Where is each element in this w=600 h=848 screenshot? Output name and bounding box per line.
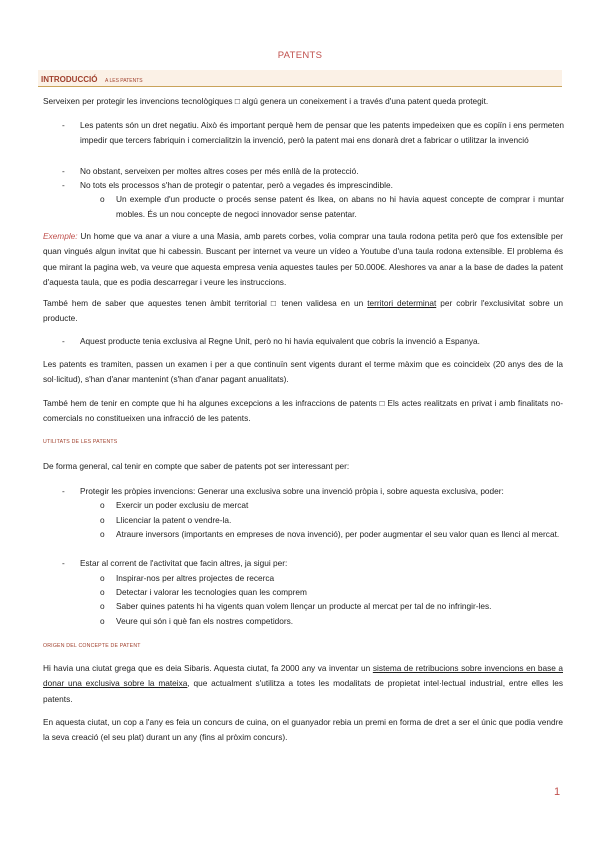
section-heading-introduccio xyxy=(38,70,562,87)
paragraph-general: De forma general, cal tenir en compte que saber de patents pot ser interessant per: xyxy=(43,461,350,471)
section-heading-main: INTRODUCCIÓ xyxy=(41,75,98,84)
example-label: Exemple: xyxy=(43,231,78,241)
section-heading-utilitats: UTILITATS DE LES PATENTS xyxy=(43,439,118,445)
bullet-marker: - xyxy=(62,166,65,176)
bullet-item: Protegir les pròpies invencions: Generar una exclusiva sobre una invenció pròpia i, sobre aquesta exclusiva, poder: xyxy=(80,486,504,496)
sub-bullet-item: Atraure inversors (importants en empreses de nova invenció), per poder augmentar el seu valor quan es llenci al mercat. xyxy=(116,529,560,539)
example-paragraph xyxy=(43,229,563,291)
sub-bullet-marker: o xyxy=(100,515,105,525)
bullet-item: No obstant, serveixen per moltes altres coses per més enllà de la protecció. xyxy=(80,166,359,176)
sub-bullet-item: Un exemple d'un producte o procés sense patent és Ikea, on abans no hi havia aquest concepte de comprar i muntar mobles. És un nou concepte de negoci innovador sense patentar. xyxy=(116,194,564,220)
sub-bullet-item: Llicenciar la patent o vendre-la. xyxy=(116,515,232,525)
paragraph-tramit: Les patents es tramiten, passen un examen i per a que continuïn sent vigents durant el terme màxim que es coincideix (20 anys des de la sol·licitud), s'han d'anar mantenint (s'han d'anar pagant anualitats). xyxy=(43,359,563,385)
bullet-marker: - xyxy=(62,336,65,346)
paragraph-exceptions: També hem de tenir en compte que hi ha algunes excepcions a les infraccions de patents □ Els actes realitzats en privat i amb finalitats no-comercials no constitueixen una infracció de les patents. xyxy=(43,398,563,424)
paragraph-territorial xyxy=(43,296,563,327)
paragraph-cuina: En aquesta ciutat, un cop a l'any es feia un concurs de cuina, on el guanyador rebia un premi en forma de dret a ser el únic que podia vendre la seva creació (el seu plat) durant un any (fins al pròxim concurs). xyxy=(43,717,563,743)
bullet-item: Estar al corrent de l'activitat que facin altres, ja sigui per: xyxy=(80,558,288,568)
section-heading-origen: ORIGEN DEL CONCEPTE DE PATENT xyxy=(43,643,141,649)
sub-bullet-marker: o xyxy=(100,601,105,611)
text-run: per cobrir l'exclusivitat sobre un producte. xyxy=(43,298,563,324)
bullet-marker: - xyxy=(62,558,65,568)
sub-bullet-marker: o xyxy=(100,616,105,626)
bullet-item: Aquest producte tenia exclusiva al Regne Unit, però no hi havia equivalent que cobrís la invenció a Espanya. xyxy=(80,336,480,346)
underlined-term: sistema de retribucions sobre invencions en base a donar una exclusiva sobre la mateixa xyxy=(43,663,563,689)
sub-bullet-marker: o xyxy=(100,500,105,510)
text-run: , que actualment s'utilitza a totes les modalitats de propietat intel·lectual industrial, entre elles les patents. xyxy=(43,678,563,704)
sub-bullet-marker: o xyxy=(100,194,105,204)
bullet-marker: - xyxy=(62,486,65,496)
document-title: PATENTS xyxy=(277,50,323,61)
bullet-marker: - xyxy=(62,180,65,190)
sub-bullet-item: Exercir un poder exclusiu de mercat xyxy=(116,500,249,510)
underlined-term: territori determinat xyxy=(367,298,437,308)
sub-bullet-item: Detectar i valorar les tecnologies quan les comprem xyxy=(116,587,307,597)
example-text: Un home que va anar a viure a una Masia, amb parets corbes, volia comprar una taula rodona petita però que fos extensible per quan vingués algun invitat que hi cabessin. Buscant per internet va veure un vídeo a Youtube d'una taula rodona extensible. El problema és que mirant la pagina web, va veure que aquesta empresa venia aquestes taules per 50.000€. Aleshores va anar a la base de dades la patent d'aquesta taula, que es podia descarregar i veure les instruccions. xyxy=(43,231,563,288)
sub-bullet-marker: o xyxy=(100,529,105,539)
page-number: 1 xyxy=(554,786,561,798)
section-heading-sub: A LES PATENTS xyxy=(105,77,143,84)
sub-bullet-marker: o xyxy=(100,573,105,583)
bullet-item: No tots els processos s'han de protegir o patentar, però a vegades és imprescindible. xyxy=(80,180,393,190)
sub-bullet-item: Saber quines patents hi ha vigents quan volem llençar un producte al mercat per tal de no infringir-les. xyxy=(116,601,492,611)
paragraph-sibaris xyxy=(43,661,563,707)
paragraph-intro: Serveixen per protegir les invencions tecnològiques □ algú genera un coneixement i a través d'una patent queda protegit. xyxy=(43,96,489,106)
sub-bullet-marker: o xyxy=(100,587,105,597)
text-run: També hem de saber que aquestes tenen àmbit territorial □ tenen validesa en un xyxy=(43,298,368,308)
text-run: Hi havia una ciutat grega que es deia Sibaris. Aquesta ciutat, fa 2000 any va inventar un xyxy=(43,663,373,673)
sub-bullet-item: Inspirar-nos per altres projectes de recerca xyxy=(116,573,275,583)
bullet-item: Les patents són un dret negatiu. Això és important perquè hem de pensar que les patents impedeixen que es copiïn i ens permeten impedir que tercers fabriquin i comercialitzin la invenció, però la patent mai ens donarà dret a fabricar o utilitzar la invenció xyxy=(80,120,564,146)
sub-bullet-item: Veure qui són i què fan els nostres competidors. xyxy=(116,616,294,626)
bullet-marker: - xyxy=(62,120,65,130)
